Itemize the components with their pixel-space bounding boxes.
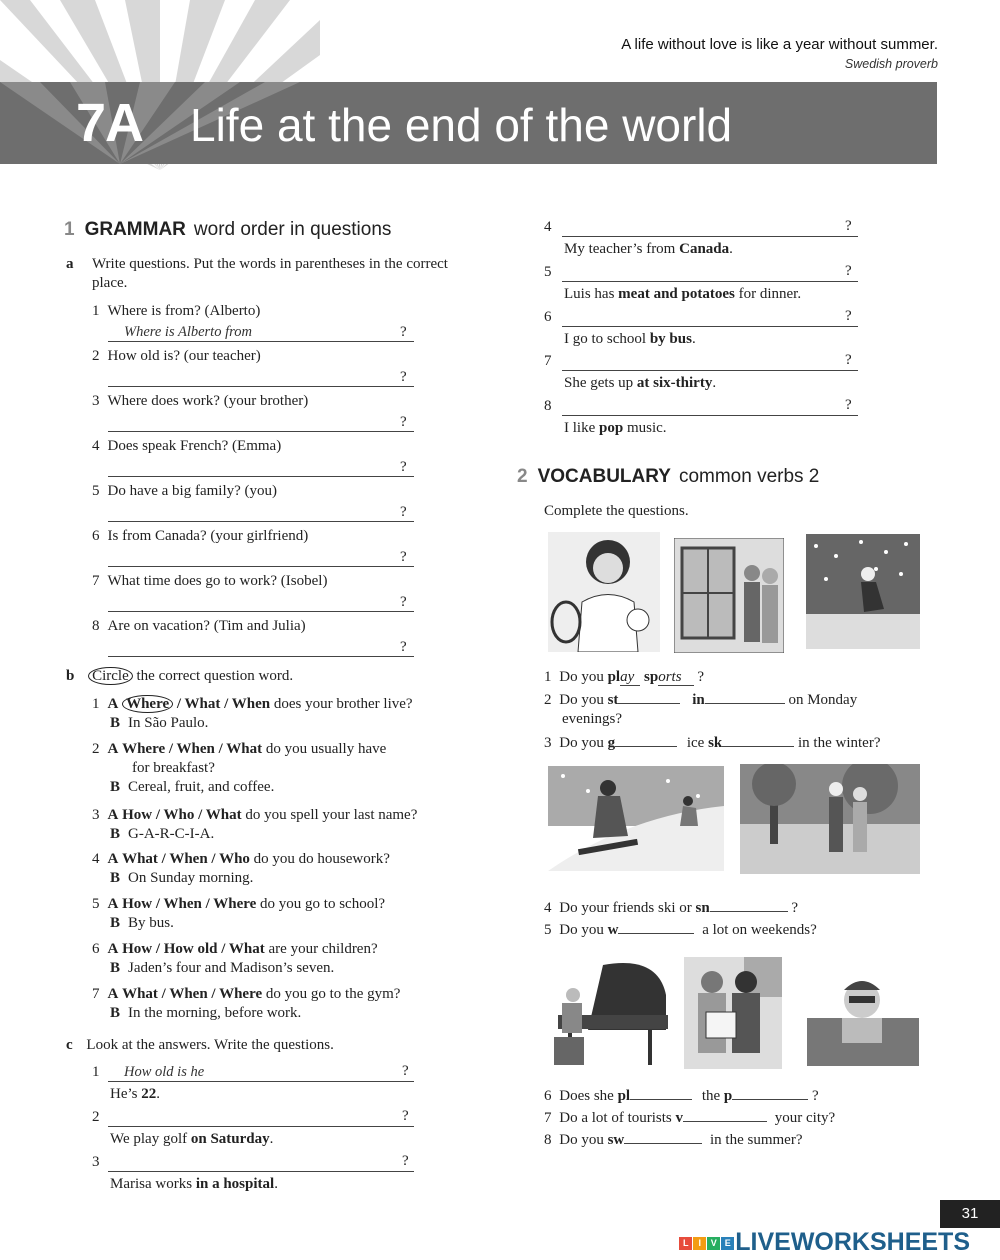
item-number: 1 — [544, 669, 552, 685]
answer-blank[interactable] — [683, 1121, 767, 1122]
question-rest: are your children? — [268, 941, 378, 957]
vocab-q7 — [544, 1109, 835, 1128]
exercise-a-item — [92, 572, 327, 591]
circle-word: Circle — [88, 667, 133, 685]
item-number: 5 — [544, 922, 552, 938]
section-number: 2 — [517, 466, 528, 487]
answer-blank[interactable] — [630, 1099, 692, 1100]
question-word-options[interactable]: How / How old / What — [122, 941, 265, 957]
speaker-b: B — [110, 779, 121, 795]
question-text: Do a lot of tourists — [559, 1110, 672, 1126]
sentence-end: for dinner. — [738, 286, 802, 302]
answer-text: In São Paulo. — [128, 715, 209, 731]
item-prompt: How old is? (our teacher) — [107, 348, 261, 364]
speaker-a: A — [107, 896, 119, 912]
answer-line[interactable] — [108, 368, 414, 387]
question-end: ? — [812, 1088, 819, 1104]
sentence-end: . — [269, 1131, 274, 1147]
answer-text: Jaden’s four and Madison’s seven. — [128, 960, 335, 976]
question-end: ? — [697, 669, 704, 685]
speaker-a: A — [107, 986, 119, 1002]
answer-sentence — [564, 330, 696, 349]
item-number: 3 — [92, 393, 100, 409]
question-mark: ? — [402, 1153, 409, 1169]
tourists-map-image — [684, 957, 782, 1069]
letter-clue: g — [607, 735, 616, 751]
question-word-options[interactable]: What / When / Who — [122, 851, 250, 867]
section-number: 1 — [64, 219, 75, 240]
exercise-b-item — [92, 695, 482, 733]
item-number: 4 — [92, 438, 100, 454]
item-number: 1 — [92, 1064, 100, 1080]
letter-clue: sw — [607, 1132, 625, 1148]
item-number: 7 — [92, 573, 100, 589]
sentence-start: He’s — [110, 1086, 138, 1102]
sentence-end: . — [712, 375, 717, 391]
exercise-label-b: b — [66, 668, 75, 684]
park-walking-image — [740, 764, 920, 874]
item-number: 2 — [92, 348, 100, 364]
speaker-a: A — [107, 807, 119, 823]
sentence-focus: 22 — [141, 1086, 157, 1102]
question-text: evenings? — [562, 711, 622, 727]
instruction-rest: the correct question word. — [136, 668, 294, 684]
exercise-label-a: a — [66, 256, 74, 272]
answer-sentence — [110, 1175, 278, 1194]
question-text: your city? — [774, 1110, 836, 1126]
exercise-b-item — [92, 895, 482, 933]
exercise-a-item — [92, 527, 308, 546]
exercise-b-instruction — [66, 667, 293, 686]
sentence-end: . — [274, 1176, 278, 1192]
item-number: 6 — [92, 941, 100, 957]
sentence-focus: by bus — [649, 331, 692, 347]
logo-tile: I — [693, 1237, 706, 1250]
answer-line[interactable] — [562, 218, 858, 237]
question-text: Do you — [559, 922, 604, 938]
question-mark: ? — [402, 1108, 409, 1124]
answer-blank[interactable]: orts — [658, 669, 693, 686]
question-mark: ? — [400, 594, 407, 610]
answer-blank[interactable] — [615, 746, 677, 747]
question-text: Do you — [559, 735, 604, 751]
question-rest: does your brother live? — [273, 696, 413, 712]
item-number: 5 — [92, 896, 100, 912]
answer-blank[interactable] — [705, 703, 785, 704]
vocab-q1 — [544, 668, 704, 687]
question-rest: do you spell your last name? — [245, 807, 418, 823]
speaker-b: B — [110, 826, 121, 842]
question-text: Do you — [559, 692, 604, 708]
question-mark: ? — [845, 397, 852, 413]
sentence-end: music. — [626, 420, 667, 436]
question-rest: for breakfast? — [132, 760, 215, 776]
exercise-a-item — [92, 392, 308, 411]
sentence-focus: on Saturday — [190, 1131, 270, 1147]
answer-line[interactable] — [562, 263, 858, 282]
sentence-start: My teacher’s from — [564, 241, 676, 257]
exercise-b-item — [92, 850, 482, 888]
item-number: 8 — [544, 1132, 552, 1148]
letter-clue: in — [692, 692, 705, 708]
answer-text: Cereal, fruit, and coffee. — [128, 779, 275, 795]
question-mark: ? — [400, 414, 407, 430]
item-prompt: Are on vacation? (Tim and Julia) — [107, 618, 306, 634]
question-word-options[interactable]: What / When / Where — [122, 986, 263, 1002]
item-number: 7 — [544, 1110, 552, 1126]
sentence-start: Luis has — [564, 286, 615, 302]
exercise-a-item — [92, 347, 261, 366]
logo-tile: V — [707, 1237, 720, 1250]
exercise-b-item — [92, 740, 482, 797]
exercise-c-instruction — [66, 1036, 334, 1055]
vocab-q6 — [544, 1087, 819, 1106]
quote-text: A life without love is like a year without summer. — [621, 36, 938, 53]
exercise-b-item — [92, 985, 482, 1023]
answer-sentence — [110, 1130, 273, 1149]
section-subtitle: common verbs 2 — [678, 466, 820, 487]
item-number: 3 — [92, 807, 100, 823]
sentence-focus: in a hospital — [195, 1176, 275, 1192]
question-text: Does she — [559, 1088, 614, 1104]
answer-sentence — [110, 1085, 160, 1104]
exercise-a-item — [92, 482, 277, 501]
sentence-end: . — [156, 1086, 160, 1102]
speaker-a: A — [107, 741, 119, 757]
speaker-b: B — [110, 915, 121, 931]
item-prompt: Does speak French? (Emma) — [107, 438, 282, 454]
question-mark: ? — [400, 459, 407, 475]
snowboarder-image — [548, 766, 724, 871]
answer-blank[interactable] — [722, 746, 794, 747]
speaker-a: A — [107, 851, 119, 867]
item-number: 7 — [92, 986, 100, 1002]
question-rest: do you go to school? — [260, 896, 386, 912]
ice-skater-image — [806, 534, 920, 649]
vocab-instruction: Complete the questions. — [544, 503, 689, 519]
answer-blank[interactable] — [618, 933, 694, 934]
sentence-start: I like — [564, 420, 596, 436]
answer-line[interactable] — [108, 458, 414, 477]
item-number: 1 — [92, 696, 100, 712]
answer-sentence — [564, 374, 716, 393]
question-text: ice — [686, 735, 705, 751]
answer-line[interactable]: Where is Alberto from — [108, 323, 414, 342]
section-keyword: VOCABULARY — [537, 466, 671, 487]
answer-line[interactable] — [562, 308, 858, 327]
question-mark: ? — [845, 308, 852, 324]
speaker-a: A — [107, 941, 119, 957]
question-end: ? — [791, 900, 799, 916]
question-text: on Monday — [788, 692, 858, 708]
sentence-focus: meat and potatoes — [618, 286, 735, 302]
item-prompt: Is from Canada? (your girlfriend) — [107, 528, 309, 544]
section-keyword: GRAMMAR — [84, 219, 186, 240]
swimmer-image — [807, 968, 919, 1066]
exercise-a-instruction: Write questions. Put the words in parentheses in the correct place. — [92, 256, 448, 291]
logo-tile: L — [679, 1237, 692, 1250]
item-prompt: Where is from? (Alberto) — [107, 303, 261, 319]
sentence-start: Marisa works — [110, 1176, 193, 1192]
speaker-b: B — [110, 1005, 121, 1021]
question-mark: ? — [845, 263, 852, 279]
answer-blank[interactable] — [624, 1143, 702, 1144]
item-number: 6 — [92, 528, 100, 544]
item-prompt: What time does go to work? (Isobel) — [107, 573, 328, 589]
question-mark: ? — [400, 369, 407, 385]
page-number: 31 — [940, 1200, 1000, 1228]
question-word-options[interactable]: How / Who / What — [122, 807, 242, 823]
answer-sentence — [564, 419, 667, 438]
item-number: 2 — [92, 741, 100, 757]
proverb-quote — [621, 36, 938, 71]
item-number: 1 — [92, 303, 100, 319]
window-friends-image — [674, 538, 784, 653]
question-mark: ? — [400, 324, 407, 340]
item-number: 8 — [92, 618, 100, 634]
question-text: the — [701, 1088, 721, 1104]
speaker-b: B — [110, 715, 121, 731]
vocab-q8 — [544, 1131, 803, 1150]
letter-clue: sn — [695, 900, 710, 916]
answer-line[interactable] — [108, 1108, 414, 1127]
question-mark: ? — [400, 504, 407, 520]
item-number: 6 — [544, 309, 552, 325]
sentence-end: . — [729, 241, 733, 257]
question-text: in the summer? — [710, 1132, 803, 1148]
answer-text: On Sunday morning. — [128, 870, 254, 886]
question-word-options[interactable]: / What / When — [176, 696, 271, 712]
answer-blank[interactable]: ay — [620, 669, 640, 686]
answer-blank[interactable] — [710, 911, 788, 912]
exercise-b-item — [92, 940, 482, 978]
sentence-end: . — [691, 331, 696, 347]
answer-line[interactable] — [108, 1153, 414, 1172]
item-number: 4 — [92, 851, 100, 867]
answer-text: In the morning, before work. — [128, 1005, 302, 1021]
answer-text: G-A-R-C-I-A. — [128, 826, 215, 842]
item-number: 2 — [92, 1109, 100, 1125]
answer-line[interactable]: How old is he — [108, 1063, 414, 1082]
answer-text: By bus. — [128, 915, 174, 931]
question-word-options[interactable]: Where / When / What — [122, 741, 263, 757]
item-prompt: Do have a big family? (you) — [107, 483, 278, 499]
page-title: Life at the end of the world — [190, 99, 733, 151]
vocab-q2 — [544, 691, 934, 729]
question-word-options[interactable]: How / When / Where — [122, 896, 257, 912]
exercise-a-item — [92, 302, 260, 321]
letter-clue: pl — [617, 1088, 631, 1104]
speaker-a: A — [107, 696, 119, 712]
item-number: 3 — [544, 735, 552, 751]
question-text: Do you — [559, 1132, 604, 1148]
exercise-a-item — [92, 437, 281, 456]
exercise-label-c: c — [66, 1037, 73, 1053]
section-2-heading — [517, 466, 819, 488]
question-rest: do you go to the gym? — [265, 986, 401, 1002]
answer-line[interactable] — [108, 548, 414, 567]
brand-name: LIVEWORKSHEETS — [735, 1228, 970, 1256]
question-text: a lot on weekends? — [702, 922, 817, 938]
liveworksheets-logo — [679, 1228, 970, 1257]
item-number: 5 — [92, 483, 100, 499]
item-number: 7 — [544, 353, 552, 369]
item-number: 4 — [544, 900, 552, 916]
answer-blank[interactable] — [732, 1099, 808, 1100]
question-text: Do your friends ski or — [559, 900, 692, 916]
item-number: 6 — [544, 1088, 552, 1104]
answer-line[interactable] — [562, 397, 858, 416]
item-number: 2 — [544, 692, 552, 708]
sentence-focus: Canada — [679, 241, 730, 257]
exercise-b-item — [92, 806, 482, 844]
tennis-woman-image — [548, 532, 660, 652]
answer-line[interactable] — [562, 352, 858, 371]
item-prompt: Where does work? (your brother) — [107, 393, 309, 409]
answer-blank[interactable] — [618, 703, 680, 704]
sentence-focus: at six-thirty — [636, 375, 713, 391]
item-number: 3 — [92, 1154, 100, 1170]
question-text: in the winter? — [798, 735, 881, 751]
item-number: 4 — [544, 219, 552, 235]
answer-line[interactable] — [108, 413, 414, 432]
letter-clue: p — [723, 1088, 733, 1104]
answer-line[interactable] — [108, 638, 414, 657]
question-text: Do you — [559, 669, 604, 685]
item-number: 5 — [544, 264, 552, 280]
section-1-heading — [64, 219, 391, 241]
question-mark: ? — [845, 352, 852, 368]
letter-clue: sp — [644, 669, 659, 685]
section-subtitle: word order in questions — [193, 219, 392, 240]
question-rest: do you usually have — [265, 741, 387, 757]
question-mark: ? — [400, 639, 407, 655]
letter-clue: w — [607, 922, 619, 938]
question-mark: ? — [400, 549, 407, 565]
vocab-q5 — [544, 921, 817, 940]
speaker-b: B — [110, 960, 121, 976]
circled-option[interactable]: Where — [122, 695, 173, 713]
answer-sentence — [564, 240, 733, 259]
sentence-start: We play golf — [110, 1131, 188, 1147]
question-mark: ? — [845, 218, 852, 234]
answer-line[interactable] — [108, 593, 414, 612]
letter-clue: st — [607, 692, 619, 708]
answer-line[interactable] — [108, 503, 414, 522]
sentence-start: She gets up — [564, 375, 634, 391]
quote-source: Swedish proverb — [844, 57, 938, 71]
exercise-a-item — [92, 617, 306, 636]
question-mark: ? — [402, 1063, 409, 1079]
answer-sentence — [564, 285, 801, 304]
instruction-text: Look at the answers. Write the questions. — [86, 1037, 334, 1053]
vocab-q4 — [544, 899, 798, 918]
letter-clue: v — [675, 1110, 683, 1126]
speaker-b: B — [110, 870, 121, 886]
letter-clue: sk — [708, 735, 723, 751]
item-number: 8 — [544, 398, 552, 414]
letter-clue: pl — [607, 669, 621, 685]
sentence-focus: pop — [599, 420, 624, 436]
vocab-q3 — [544, 734, 944, 753]
piano-player-image — [548, 955, 670, 1067]
unit-number: 7A — [76, 93, 144, 153]
logo-tile: E — [721, 1237, 734, 1250]
question-rest: do you do housework? — [253, 851, 390, 867]
sentence-start: I go to school — [564, 331, 647, 347]
